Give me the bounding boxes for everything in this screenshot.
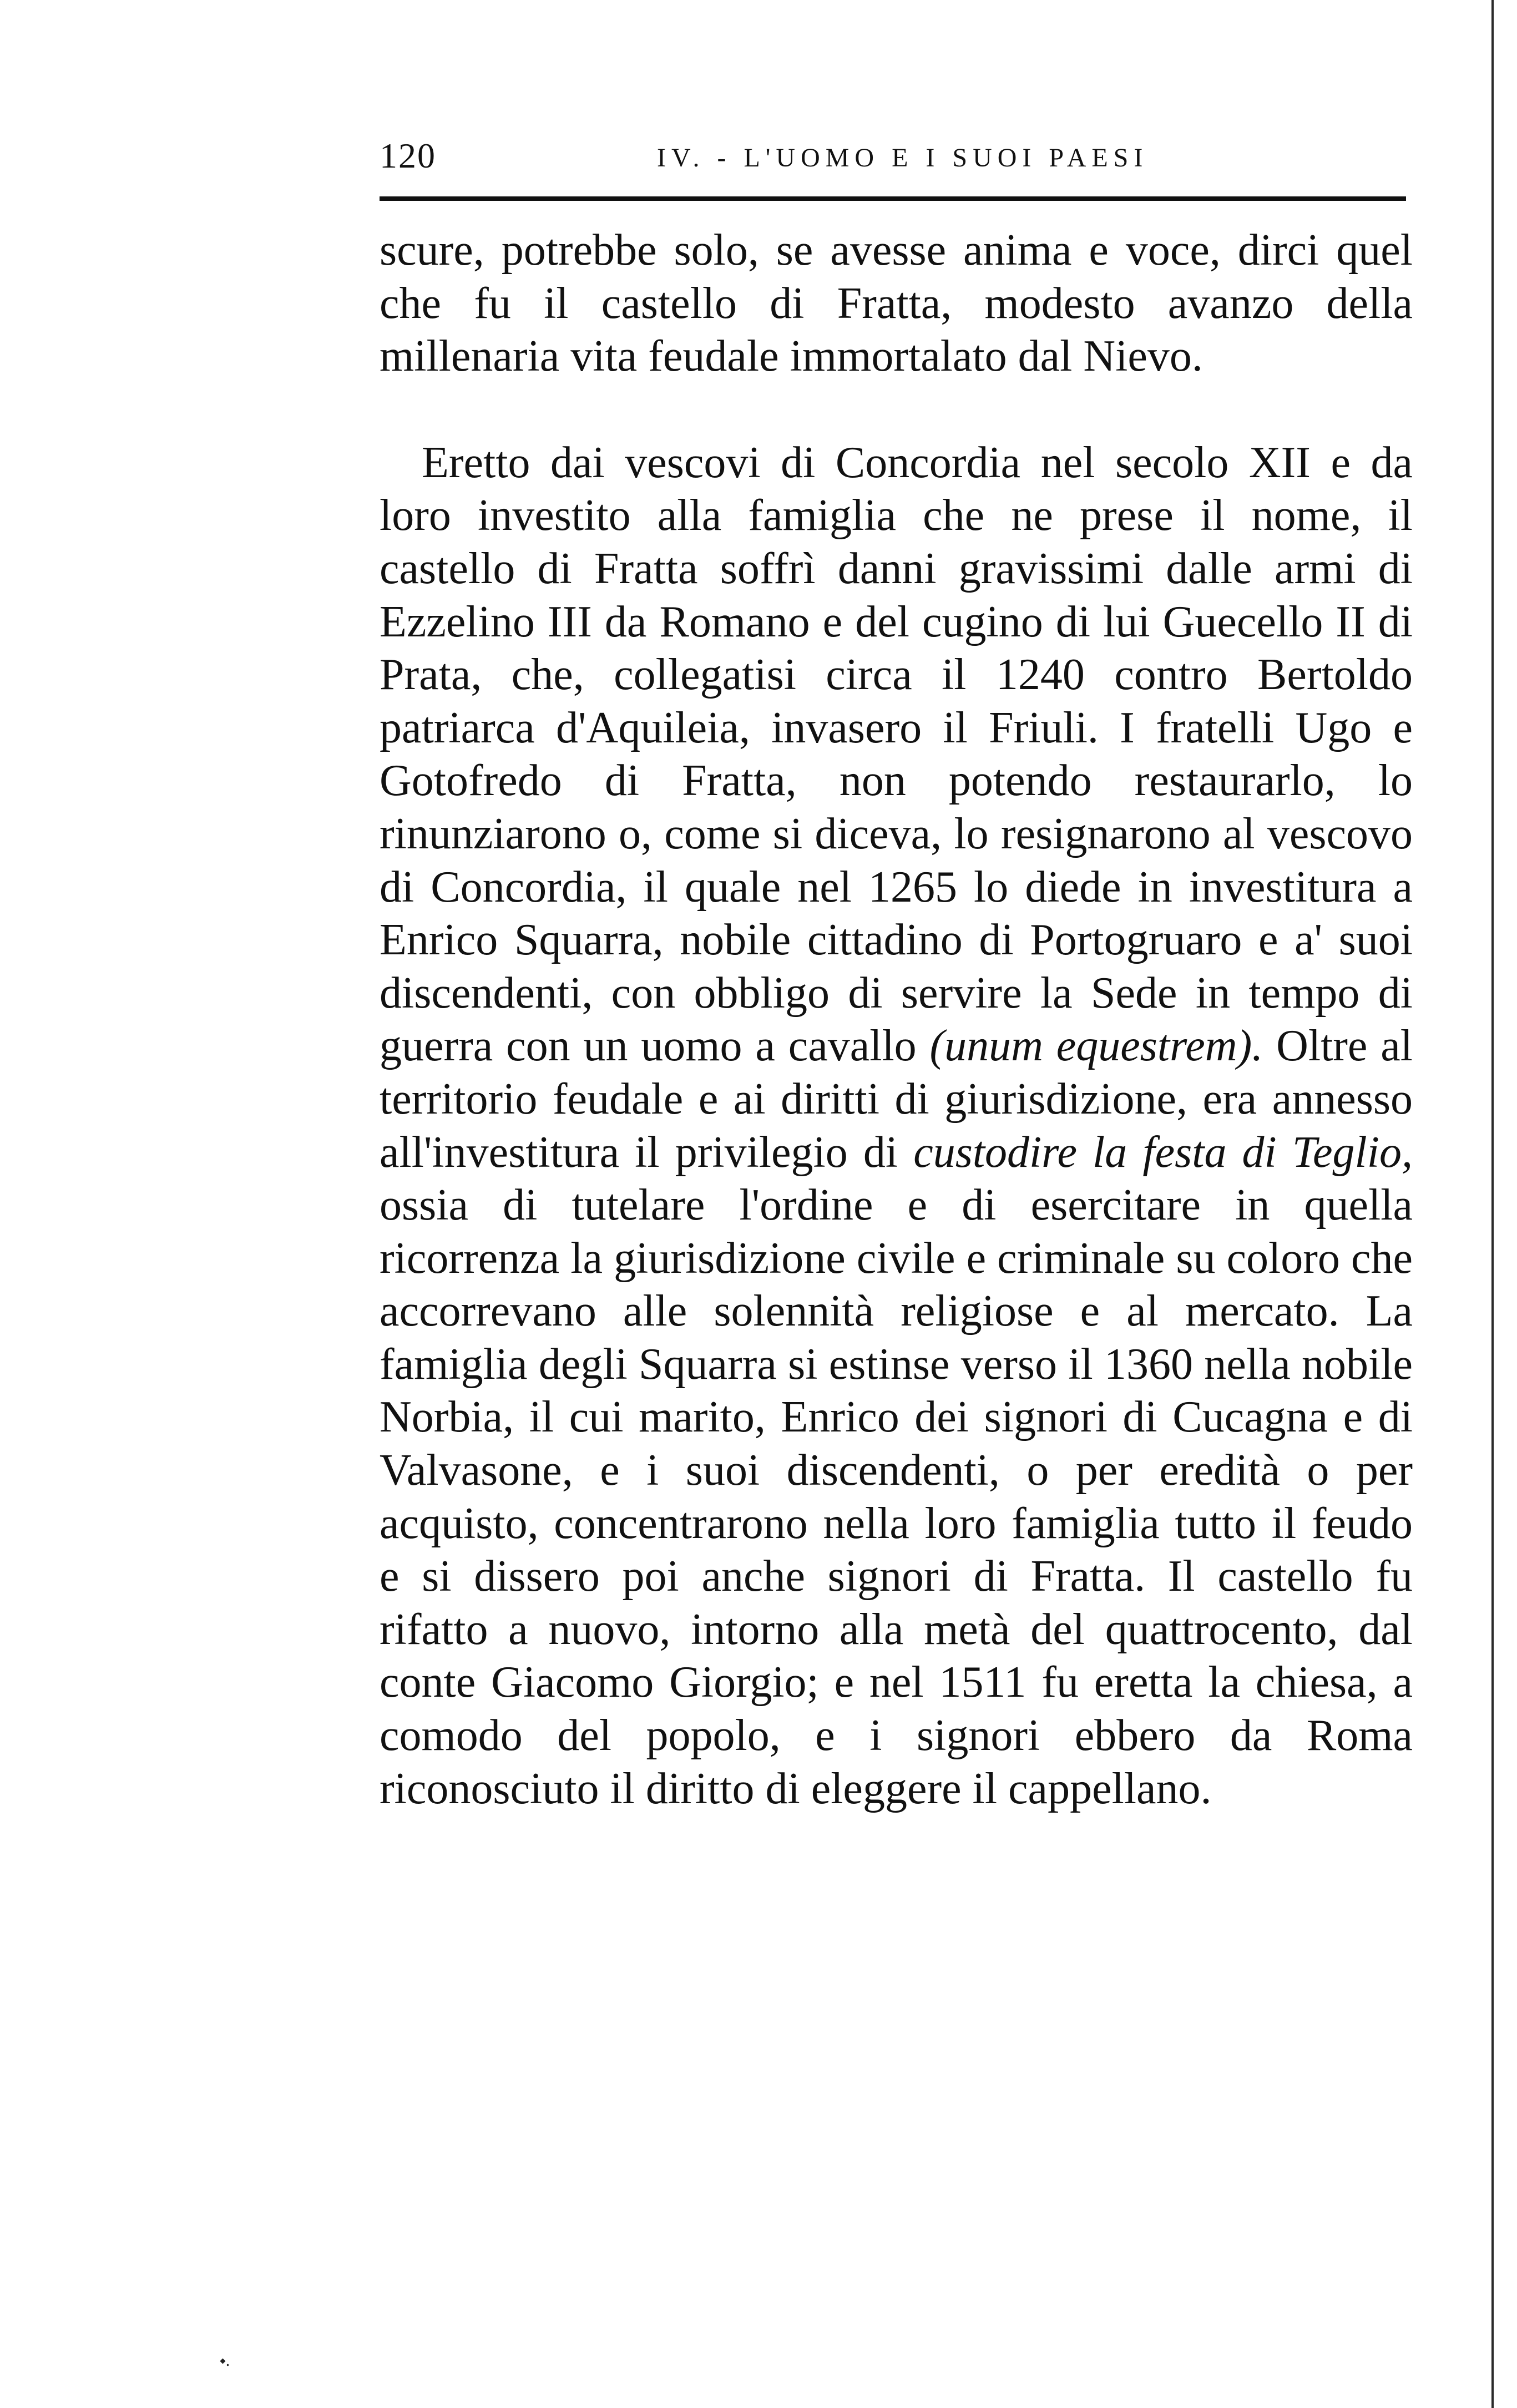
paragraph-2-text-a: Eretto dai vescovi di Concordia nel secolo XII e da loro investito alla famiglia che ne prese il nome, il castello di Fratta soffrì danni gravissimi dalle armi di Ezzelino III da Romano e del cugino di lui Guecello II di Prata, che, collegatisi circa il 1240 contro Bertoldo patriarca d'Aquileia, invasero il Friuli. I fratelli Ugo e Gotofredo di Fratta, non potendo restaurarlo, lo rinunziarono o, come si diceva, lo resignarono al vescovo di Concordia, il quale nel 1265 lo diede in investitura a Enrico Squarra, nobile cittadino di Portogruaro e a' suoi discendenti, con obbligo di servire la Sede in tempo di guerra con un uomo a cavallo [380, 438, 1413, 1071]
page-edge-line [1491, 0, 1494, 2408]
page-number: 120 [380, 136, 436, 175]
body-text [380, 224, 1413, 1815]
italic-phrase-custodire: custodire la festa di Teglio, [913, 1127, 1413, 1177]
header-rule [380, 196, 1406, 201]
paragraph-2 [380, 437, 1413, 1815]
paragraph-2-text-c: ossia di tutelare l'ordine e di esercitare in quella ricorrenza la giurisdizione civile e criminale su coloro che accorrevano alle solennità religiose e al mercato. La famiglia degli Squarra si estinse verso il 1360 nella nobile Norbia, il cui marito, Enrico dei signori di Cucagna e di Valvasone, e i suoi discendenti, o per eredità o per acquisto, concentrarono nella loro famiglia tutto il feudo e si dissero poi anche signori di Fratta. Il castello fu rifatto a nuovo, intorno alla metà del quattrocento, dal conte Giacomo Giorgio; e nel 1511 fu eretta la chiesa, a comodo del popolo, e i signori ebbero da Roma riconosciuto il diritto di eleggere il cappellano. [380, 1181, 1413, 1813]
corner-mark: ⬩. [220, 2351, 230, 2370]
paragraph-2-text-b: Oltre al territorio feudale e ai diritti di giurisdizione, era annesso all'investitura il privilegio di [380, 1021, 1413, 1177]
paragraph-1: scure, potrebbe solo, se avesse anima e voce, dirci quel che fu il castello di Fratta, modesto avanzo della millenaria vita feudale immortalato dal Nievo. [380, 226, 1413, 381]
running-head: IV. - L'UOMO E I SUOI PAESI [657, 143, 1149, 173]
italic-phrase-unum-equestrem: (unum equestrem). [929, 1021, 1263, 1071]
page-header [380, 131, 1406, 181]
